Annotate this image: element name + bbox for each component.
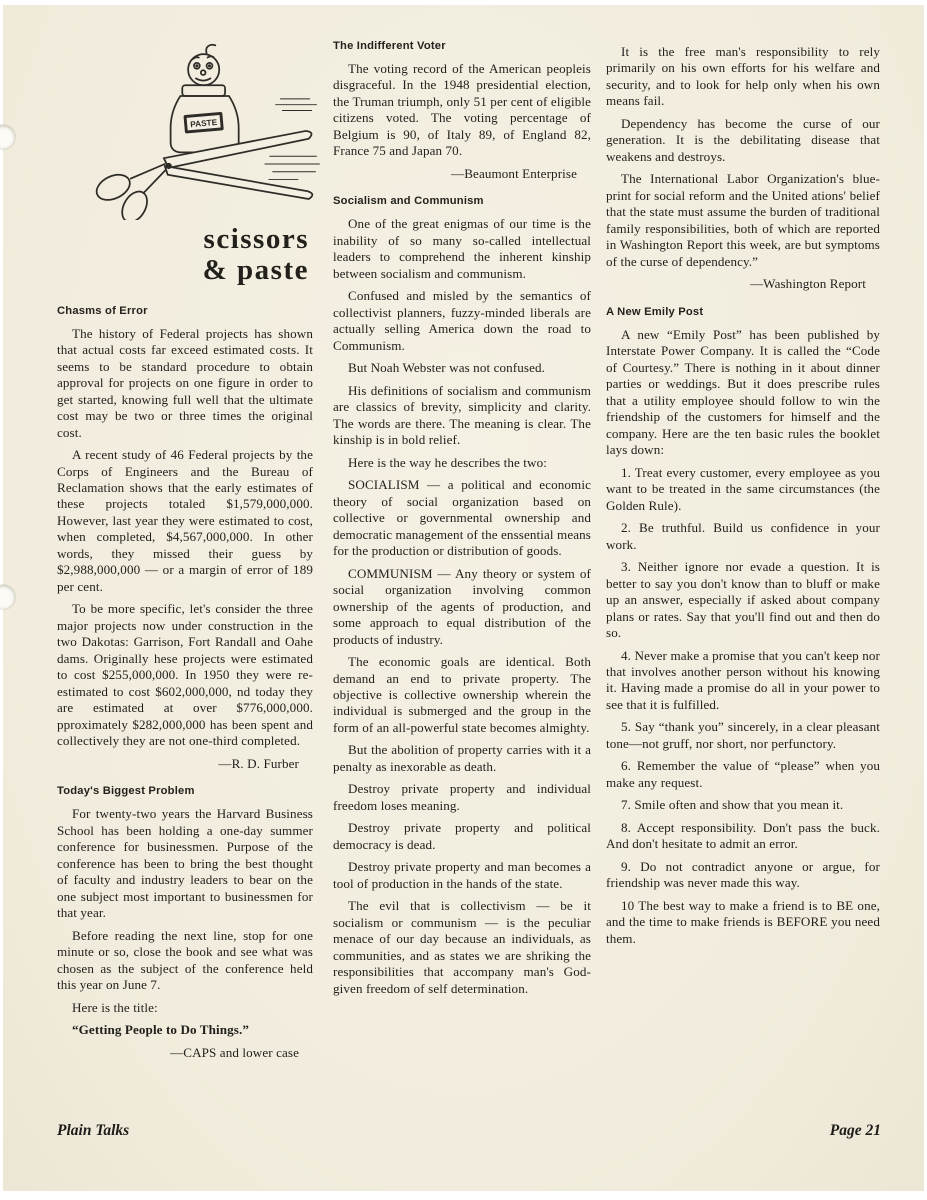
middle-column (333, 40, 591, 1003)
paragraph: The economic goals are identical. Both demand an end to private property. The objective is collective ownership wherein the individual is submerged and the group in the form of an all-powerful state becomes almighty. (333, 654, 591, 735)
paragraph-socialism-definition: SOCIALISM — a political and economic theory of social organization based on collective or governmental ownership and democratic management of the enssential means for the production or distribution of goods. (333, 477, 591, 559)
paragraph: Here is the way he describes the two: (348, 454, 547, 470)
paragraph: The history of Federal projects has shown that actual costs far exceed estimated costs. It seems to be standard procedure to obtain approval for projects on one figure in order to get started, knowing full well that the ultimate cost may be two or three times the original cost. (57, 325, 313, 440)
paragraph: Confused and misled by the semantics of collectivist planners, fuzzy-minded liberals are actually selling America down the road to Communism. (333, 288, 591, 353)
section-heading-socialism-communism: Socialism and Communism (333, 195, 484, 208)
paragraph: A recent study of 46 Federal projects by the Corps of Engineers and the Bureau of Reclamation shows that the early estimates of these projects totaled $1,579,000,000. However, last year they were estimated to cost, when completed, $4,567,000,000. In other words, they missed their guess by $2,988,000,000 — or a margin of error of 189 per cent. (57, 447, 313, 594)
publication-name: Plain Talks (57, 1122, 130, 1139)
section-heading-new-emily-post: A New Emily Post (606, 305, 704, 318)
paragraph: Dependency has become the curse of our generation. It is the debilitating disease that weakens and destroys. (606, 115, 880, 164)
section-heading-chasms-of-error: Chasms of Error (57, 304, 148, 317)
scissors-paste-illustration (57, 38, 313, 220)
paragraph: The voting record of the American peopleis disgraceful. In the 1948 presidential election, the Truman triumph, only 51 per cent of eligible citizens voted. The voting percentage of Belgium is 90, of Italy 89, of England 82, France 75 and Japan 70. (333, 61, 591, 159)
rule-item-10: 10 The best way to make a friend is to BE one, and the time to make friends is BEFORE you need them. (606, 897, 880, 946)
rule-item-4: 4. Never make a promise that you can't keep nor that involves another person without his knowing it. Having made a promise do all in your power to see that it is fulfilled. (606, 647, 880, 712)
paste-label-text: PASTE (189, 117, 218, 130)
column-title-line2: & paste (202, 254, 309, 287)
section-heading-indifferent-voter: The Indifferent Voter (333, 40, 446, 52)
attribution: —Beaumont Enterprise (451, 165, 577, 181)
paragraph: Destroy private property and individual freedom loses meaning. (333, 781, 591, 813)
left-column (57, 38, 313, 1071)
paste-label (183, 112, 223, 134)
page-number: Page 21 (829, 1122, 881, 1139)
attribution: —R. D. Furber (218, 755, 299, 771)
paragraph-communism-definition: COMMUNISM — Any theory or system of social organization involving common ownership of the agents of production, and some approach to equal distribution of the products of industry. (333, 565, 591, 647)
attribution: —Washington Report (749, 276, 866, 292)
paragraph: Before reading the next line, stop for one minute or so, close the book and see what was chosen as the subject of the conference held this year on June 7. (57, 927, 313, 993)
rule-item-7: 7. Smile often and show that you mean it. (621, 797, 844, 813)
article-title-quote: “Getting People to Do Things.” (72, 1022, 249, 1038)
rule-item-6: 6. Remember the value of “please” when you make any request. (606, 758, 880, 790)
paragraph: But Noah Webster was not confused. (348, 360, 546, 376)
rule-item-5: 5. Say “thank you” sincerely, in a clear pleasant tone—not gruff, nor short, nor perfunctory. (606, 719, 880, 751)
column-title-line1: scissors (203, 223, 309, 255)
rule-item-9: 9. Do not contradict anyone or argue, for friendship was never made this way. (606, 858, 880, 891)
right-column (606, 44, 880, 953)
attribution: —CAPS and lower case (170, 1044, 299, 1060)
paragraph: A new “Emily Post” has been published by Interstate Power Company. It is called the “Code of Courtesy.” There is nothing in it about dinner parties or weddings. But it does prescribe rules that a utility employee should follow to win the friendship of the customers for himself and the company. Here are the ten basic rules the booklet lays down: (606, 326, 880, 458)
paragraph: Destroy private property and political democracy is dead. (333, 820, 591, 852)
scissors-paste-drawing (51, 38, 333, 220)
column-title (57, 224, 313, 287)
paragraph: Here is the title: (72, 999, 158, 1015)
paragraph: To be more specific, let's consider the three major projects now under construction in the two Dakotas: Garrison, Fort Randall and Oahe dams. Originally hese projects were estimated to cost $255,000,000. In 1950 they were re-estimated to cost $602,000,000, nd today they are estimated at over $776,000,000. pproximately $282,000,000 has been spent and collectively they are not one-third completed. (57, 601, 313, 749)
rule-item-8: 8. Accept responsibility. Don't pass the buck. And don't hesitate to admit an error. (606, 819, 880, 852)
paragraph: The International Labor Organization's blue-print for social reform and the United ations' belief that the state must assume the burden of traditional family responsibilities, both of which are reported in Washington Report this week, are but symptoms of the curse of dependency.” (606, 171, 880, 269)
rule-item-3: 3. Neither ignore nor evade a question. It is better to say you don't know than to bluff or make up an answer, especially if asked about company plans or rates. Say that you'll find out and then do so. (606, 559, 880, 641)
paragraph: One of the great enigmas of our time is the inability of so many so-called intellectual leaders to comprehend the inherent kinship between socialism and communism. (333, 216, 591, 281)
section-heading-todays-biggest-problem: Today's Biggest Problem (57, 785, 195, 798)
paragraph: For twenty-two years the Harvard Business School has been holding a one-day summer conference for businessmen. Purpose of the conference has been to bring the best thought of faculty and industry leaders to bear on the one subject most important to businessmen for that year. (57, 806, 313, 921)
rule-item-2: 2. Be truthful. Build us confidence in your work. (606, 520, 880, 552)
paragraph: His definitions of socialism and communism are classics of brevity, simplicity and clarity. The words are there. The meaning is clear. The kinship is in bold relief. (333, 382, 591, 448)
rule-item-1: 1. Treat every customer, every employee as you want to be treated in the same circumstances (the Golden Rule). (606, 464, 880, 513)
paragraph: It is the free man's responsibility to rely primarily on his own efforts for his welfare and security, and to look for help only when his own means fail. (606, 44, 880, 109)
paragraph: The evil that is collectivism — be it socialism or communism — is the peculiar menace of our day because an individuals, as communities, and as states we are shriking the responsibilities that accompany man's God-given freedom of self determination. (333, 898, 591, 996)
paragraph: But the abolition of property carries with it a penalty as inexorable as death. (333, 742, 591, 774)
paragraph: Destroy private property and man becomes a tool of production in the hands of the state. (333, 859, 591, 891)
